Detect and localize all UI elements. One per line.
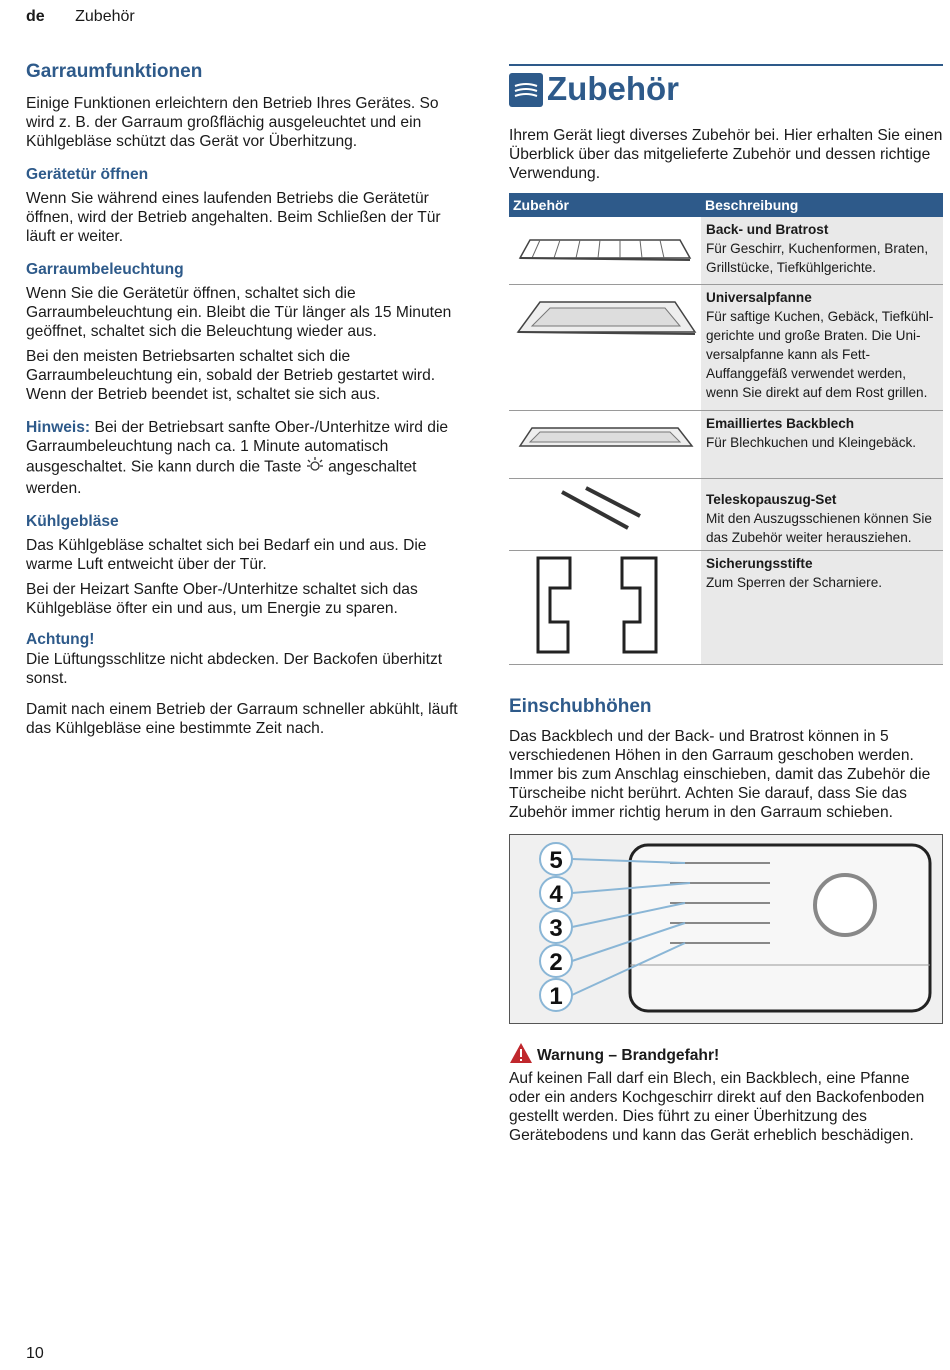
accessory-desc: Für saftige Kuchen, Gebäck, Tiefkühl- gerichte und große Braten. Die Uni- versalpfanne kann als Fett- Auffanggefäß verwendet werden, wenn Sie direkt auf dem Rost grillen. bbox=[706, 309, 934, 400]
fan-paragraph-3: Damit nach einem Betrieb der Garraum schneller abkühlt, läuft das Kühlgebläse eine bestimmte Zeit nach. bbox=[26, 701, 458, 737]
level-label: 3 bbox=[549, 915, 563, 942]
column-header-accessory: Zubehör bbox=[509, 193, 701, 217]
warning-triangle-icon bbox=[509, 1042, 533, 1069]
left-column bbox=[26, 60, 466, 744]
chapter-title: Zubehör bbox=[547, 70, 679, 107]
section-title-levels: Einschubhöhen bbox=[509, 696, 652, 717]
note-text-2: angeschaltet werden. bbox=[26, 458, 417, 497]
fan-paragraph-1: Das Kühlgebläse schaltet sich bei Bedarf ein und aus. Die warme Luft entweicht über der Tür. bbox=[26, 537, 427, 573]
table-row bbox=[509, 217, 943, 285]
manual-icon bbox=[509, 73, 543, 107]
header-section: Zubehör bbox=[75, 8, 135, 25]
page-header bbox=[26, 8, 135, 26]
level-label: 5 bbox=[549, 847, 563, 874]
accessory-desc: Zum Sperren der Scharniere. bbox=[706, 575, 883, 590]
light-paragraph-1: Wenn Sie die Gerätetür öffnen, schaltet sich die Garraumbeleuchtung ein. Bleibt die Tür länger als 15 Minuten geöffnet, schaltet sich die Beleuchtung wieder aus. bbox=[26, 285, 452, 340]
accessory-name: Back- und Bratrost bbox=[706, 222, 829, 237]
universal-pan-illustration bbox=[509, 285, 701, 411]
accessory-name: Sicherungsstifte bbox=[706, 556, 813, 571]
table-row bbox=[509, 285, 943, 411]
subheading-door: Gerätetür öffnen bbox=[26, 166, 149, 183]
fan-paragraph-2: Bei der Heizart Sanfte Ober-/Unterhitze schaltet sich das Kühlgebläse öfter ein und aus, um Energie zu sparen. bbox=[26, 581, 418, 617]
level-label: 4 bbox=[549, 881, 563, 908]
light-key-icon bbox=[306, 456, 324, 479]
subheading-light: Garraumbeleuchtung bbox=[26, 261, 184, 278]
level-label: 2 bbox=[549, 949, 563, 976]
intro-paragraph: Einige Funktionen erleichtern den Betrieb Ihres Gerätes. So wird z. B. der Garraum großflächig ausgeleuchtet und ein Kühlgebläse schützt das Gerät vor Überhitzung. bbox=[26, 95, 439, 150]
oven-levels-illustration bbox=[509, 834, 943, 1024]
chapter-title-bar bbox=[509, 64, 943, 112]
telescopic-rails-illustration bbox=[509, 479, 701, 551]
accessory-name: Emailliertes Backblech bbox=[706, 416, 855, 431]
accessory-name: Teleskopauszug-Set bbox=[706, 492, 837, 507]
warning-text: Auf keinen Fall darf ein Blech, ein Backblech, eine Pfanne oder ein anders Kochgeschirr direkt auf den Backofenboden gestellt werden. Dies führt zu einer Überhitzung des Gerätebodens und kann das Gerät erheblich beschädigen. bbox=[509, 1070, 925, 1144]
light-paragraph-2: Bei den meisten Betriebsarten schaltet sich die Garraumbeleuchtung ein, sobald der Betrieb gestartet wird. Wenn der Betrieb beendet ist, schaltet sie sich aus. bbox=[26, 348, 436, 403]
level-label: 1 bbox=[549, 983, 563, 1010]
right-column bbox=[509, 60, 943, 1151]
table-header-row bbox=[509, 193, 943, 217]
accessory-intro: Ihrem Gerät liegt diverses Zubehör bei. Hier erhalten Sie einen Überblick über das mitgelieferte Zubehör und dessen richtige Verwendung. bbox=[509, 127, 943, 182]
note-label: Hinweis: bbox=[26, 419, 91, 436]
accessory-name: Universalpfanne bbox=[706, 290, 812, 305]
accessory-desc: Für Geschirr, Kuchenformen, Braten, Grillstücke, Tiefkühlgerichte. bbox=[706, 241, 929, 275]
safety-pins-illustration bbox=[509, 551, 701, 665]
language-code: de bbox=[26, 8, 45, 25]
door-paragraph: Wenn Sie während eines laufenden Betriebs die Gerätetür öffnen, wird der Betrieb angehalten. Beim Schließen der Tür läuft er weiter. bbox=[26, 190, 441, 245]
warning-title: Warnung – Brandgefahr! bbox=[537, 1046, 720, 1064]
note-paragraph bbox=[26, 418, 466, 498]
accessory-table bbox=[509, 193, 943, 665]
accessory-desc: Mit den Auszugsschienen können Sie das Zubehör weiter herausziehen. bbox=[706, 511, 932, 545]
subheading-fan: Kühlgebläse bbox=[26, 513, 119, 530]
rack-illustration bbox=[509, 217, 701, 285]
baking-tray-illustration bbox=[509, 411, 701, 479]
table-row bbox=[509, 551, 943, 665]
note-text: Bei der Betriebsart sanfte Ober-/Unterhitze wird die Garraumbeleuchtung nach ca. 1 Minute automatisch ausgeschaltet. Sie kann durch die Taste bbox=[26, 419, 449, 476]
page-number: 10 bbox=[26, 1345, 44, 1362]
caution-text: Die Lüftungsschlitze nicht abdecken. Der Backofen überhitzt sonst. bbox=[26, 651, 443, 687]
caution-title: Achtung! bbox=[26, 631, 95, 648]
accessory-desc: Für Blechkuchen und Kleingebäck. bbox=[706, 435, 917, 450]
table-row bbox=[509, 411, 943, 479]
section-title-garraumfunktionen: Garraumfunktionen bbox=[26, 61, 203, 82]
levels-paragraph: Das Backblech und der Back- und Bratrost können in 5 verschiedenen Höhen in den Garraum geschoben werden. Immer bis zum Anschlag einschieben, damit das Zubehör die Türscheibe nicht berührt. Achten Sie darauf, dass Sie das Zubehör immer richtig herum in den Garraum schieben. bbox=[509, 728, 931, 821]
table-row bbox=[509, 479, 943, 551]
column-header-description: Beschreibung bbox=[701, 193, 943, 217]
warning-heading bbox=[509, 1042, 943, 1069]
